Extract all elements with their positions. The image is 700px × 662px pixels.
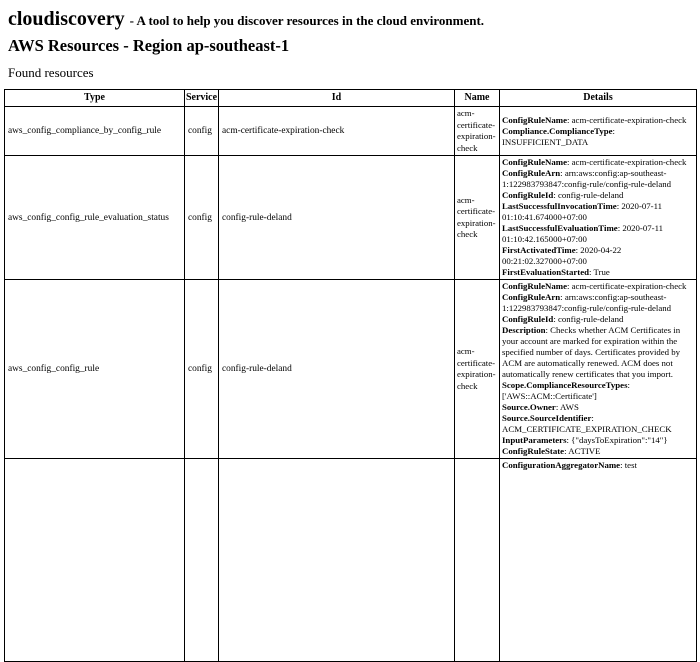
detail-label: Scope.ComplianceResourceTypes [502,380,628,391]
detail-label: ConfigurationAggregatorName [502,460,621,471]
table-row [5,107,697,156]
detail-label: LastSuccessfulInvocationTime [502,201,617,212]
detail-line: FirstEvaluationStarted: True [502,267,610,278]
detail-line: Source.Owner: AWS [502,402,579,413]
details-cell [500,459,697,662]
detail-label: ConfigRuleName [502,157,567,168]
table-row [5,156,697,280]
detail-line: ConfigRuleId: config-rule-deland [502,314,624,325]
details-cell [500,156,697,280]
name-cell: acm-certificate-expiration-check [455,107,500,156]
detail-line: ConfigRuleArn: arn:aws:config:ap-southeast-1:122983793847:config-rule/config-rule-deland [502,292,672,314]
service-cell: config [185,156,219,280]
detail-line: LastSuccessfulEvaluationTime: 2020-07-11 01:10:42.165000+07:00 [502,223,664,245]
app-name: cloudiscovery [8,8,125,30]
detail-line: ConfigRuleName: acm-certificate-expiration-check [502,114,687,125]
details-cell [500,107,697,156]
type-cell: aws_config_compliance_by_config_rule [5,107,185,156]
detail-line: InputParameters: {"daysToExpiration":"14"} [502,435,668,446]
detail-line: LastSuccessfulInvocationTime: 2020-07-11 01:10:41.674000+07:00 [502,201,663,223]
detail-line: Compliance.ComplianceType: INSUFFICIENT_DATA [502,125,615,147]
resources-table [4,89,697,662]
detail-label: ConfigRuleName [502,114,567,125]
type-cell: aws_config_config_rule [5,280,185,459]
detail-label: ConfigRuleState [502,446,565,457]
column-header-service: Service [185,90,219,107]
table-header-row [5,90,697,107]
detail-line: Description: Checks whether ACM Certificates in your account are marked for expiration within the specified number of days. Certificates provided by ACM are automatically renewed. ACM does not automatically renew certificates that you import. [502,325,681,380]
detail-label: Description [502,325,546,336]
detail-label: LastSuccessfulEvaluationTime [502,223,618,234]
details-cell [500,280,697,459]
page-tagline: - A tool to help you discover resources in the cloud environment. [129,13,485,28]
detail-line: Source.SourceIdentifier: ACM_CERTIFICATE_EXPIRATION_CHECK [502,413,672,435]
detail-label: FirstEvaluationStarted [502,267,589,278]
column-header-name: Name [455,90,500,107]
detail-label: FirstActivatedTime [502,245,576,256]
detail-line: ConfigRuleId: config-rule-deland [502,190,624,201]
detail-label: ConfigRuleId [502,314,554,325]
id-cell: acm-certificate-expiration-check [219,107,455,156]
column-header-details: Details [500,90,697,107]
id-cell: config-rule-deland [219,280,455,459]
detail-line: ConfigRuleArn: arn:aws:config:ap-southeast-1:122983793847:config-rule/config-rule-deland [502,168,672,190]
section-title: AWS Resources - Region ap-southeast-1 [8,36,290,55]
detail-label: ConfigRuleArn [502,168,561,179]
detail-line: ConfigurationAggregatorName: test [502,460,637,471]
table-row-cutoff [5,459,697,662]
name-cell [455,459,500,662]
service-cell [185,459,219,662]
column-header-type: Type [5,90,185,107]
detail-label: ConfigRuleId [502,190,554,201]
found-resources-label: Found resources [8,65,94,81]
detail-line: ConfigRuleState: ACTIVE [502,446,601,457]
service-cell: config [185,107,219,156]
id-cell: config-rule-deland [219,156,455,280]
detail-line: ConfigRuleName: acm-certificate-expiration-check [502,157,687,168]
page-title [8,8,692,31]
service-cell: config [185,280,219,459]
type-cell: aws_config_config_rule_evaluation_status [5,156,185,280]
type-cell [5,459,185,662]
detail-label: ConfigRuleName [502,281,567,292]
table-row [5,280,697,459]
id-cell [219,459,455,662]
name-cell: acm-certificate-expiration-check [455,156,500,280]
detail-label: Source.SourceIdentifier [502,413,592,424]
detail-line: ConfigRuleName: acm-certificate-expiration-check [502,281,687,292]
detail-line: FirstActivatedTime: 2020-04-22 00:21:02.327000+07:00 [502,245,622,267]
column-header-id: Id [219,90,455,107]
detail-label: Source.Owner [502,402,556,413]
detail-line: Scope.ComplianceResourceTypes: ['AWS::ACM::Certificate'] [502,380,630,402]
detail-label: InputParameters [502,435,567,446]
name-cell: acm-certificate-expiration-check [455,280,500,459]
detail-label: ConfigRuleArn [502,292,561,303]
detail-label: Compliance.ComplianceType [502,125,613,136]
